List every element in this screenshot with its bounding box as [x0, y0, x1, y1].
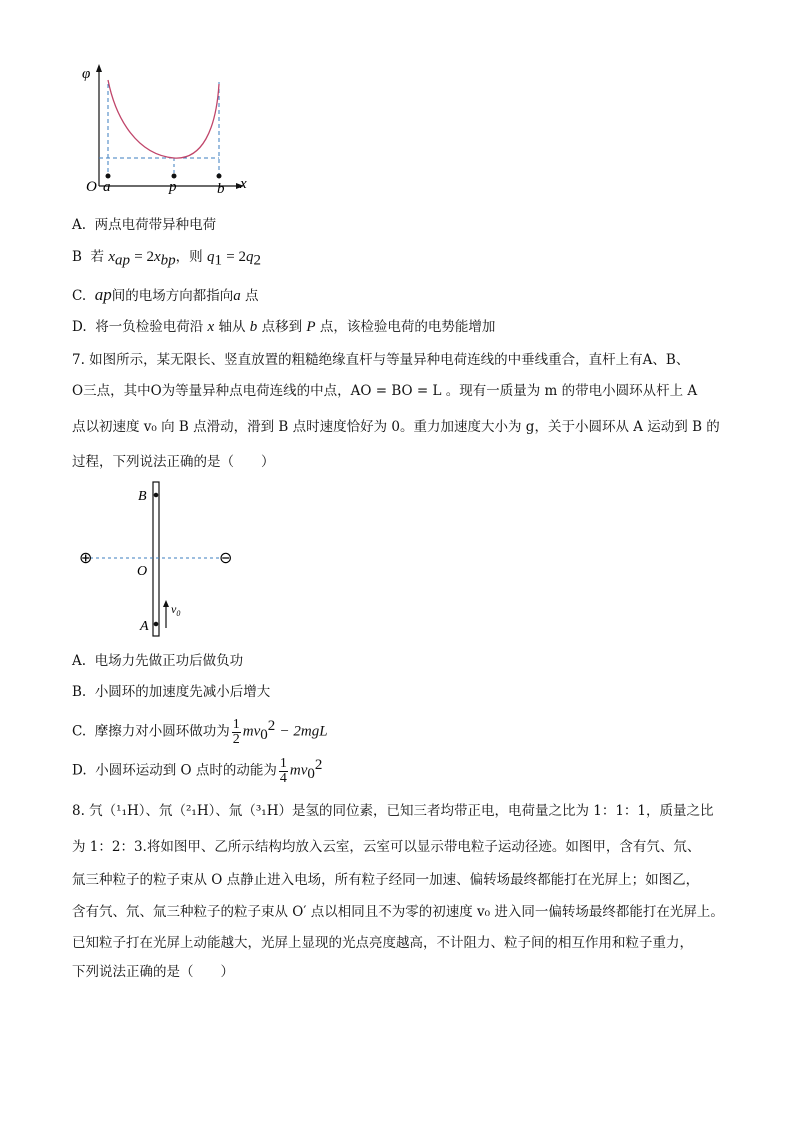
option-letter: D. — [72, 762, 87, 779]
q8-line2: 为 1：2：3.将如图甲、乙所示结构均放入云室，云室可以显示带电粒子运动径迹。如图甲，含有氕、氘、 — [72, 839, 701, 855]
q8-line3: 氚三种粒子的粒子束从 O 点静止进入电场，所有粒子经同一加速、偏转场最终都能打在光屏上；如图乙， — [72, 872, 700, 888]
velocity-arrowhead — [163, 600, 169, 607]
q8-line4: 含有氕、氘、氚三种粒子的粒子束从 O′ 点以相同且不为零的初速度 v₀ 进入同一偏转场最终都能打在光屏上。 — [72, 904, 724, 920]
rod — [153, 482, 159, 636]
label-o: O — [137, 564, 148, 579]
potential-curve — [108, 80, 219, 158]
label-a: A — [140, 619, 149, 634]
positive-charge-icon: ⊕ — [79, 550, 93, 567]
q8-line5: 已知粒子打在光屏上动能越大，光屏上显现的光点亮度越高，不计阻力、粒子间的相互作用和粒子重力， — [72, 935, 693, 951]
point-b-label: b — [217, 181, 225, 197]
q7-stem-line4: 过程，下列说法正确的是（ ） — [72, 454, 275, 470]
point-p-dot — [172, 174, 177, 179]
fraction: $\frac{1}{2}$ — [232, 716, 240, 747]
q7-option-b[interactable]: B. 小圆环的加速度先减小后增大 — [72, 684, 271, 700]
negative-charge-icon: ⊖ — [219, 550, 233, 567]
q7-option-a[interactable]: A. 电场力先做正功后做负功 — [72, 653, 244, 669]
q7-stem-line1: 7. 如图所示，某无限长、竖直放置的粗糙绝缘直杆与等量异种电荷连线的中垂线重合，直杆上有A、B、 — [72, 352, 690, 368]
y-axis-label: φ — [82, 66, 91, 82]
label-b: B — [138, 489, 147, 504]
q8-line1: 8. 氕（¹₁H）、氘（²₁H）、氚（³₁H）是氢的同位素，已知三者均带正电，电荷量之比为 1：1：1，质量之比 — [72, 803, 714, 819]
rod-figure — [76, 480, 246, 640]
q8-line6: 下列说法正确的是（ ） — [72, 964, 234, 980]
option-letter: D. — [72, 319, 87, 335]
point-a-dot — [106, 174, 111, 179]
option-text: 两点电荷带异种电荷 — [94, 217, 217, 233]
x-axis-label: x — [240, 176, 247, 192]
point-b-dot — [154, 493, 159, 498]
fraction: $\frac{1}{4}$ — [279, 755, 287, 786]
point-b-dot — [217, 174, 222, 179]
origin-label: O — [86, 179, 97, 195]
option-letter: A. — [72, 653, 87, 669]
potential-graph — [78, 60, 258, 200]
q7-option-d[interactable]: D. 小圆环运动到 O 点时的动能为 $\frac{1}{4}$ $mv_0^2$ — [72, 755, 323, 786]
q7-stem-line2: O三点，其中O为等量异种点电荷连线的中点，AO = BO = L 。现有一质量为 m 的带电小圆环从杆上 A — [72, 383, 698, 399]
q7-option-c[interactable]: C. 摩擦力对小圆环做功为 $\frac{1}{2}$ $mv_0^2 - 2mgL$ — [72, 716, 328, 747]
point-a-label: a — [103, 179, 111, 195]
q6-option-b[interactable]: B 若 $x_{ap} = 2x_{bp}$，则 $q_1 = 2q_2$ — [72, 249, 261, 269]
q6-option-a[interactable] — [72, 216, 216, 234]
q6-option-d[interactable]: D. 将一负检验电荷沿 x 轴从 b 点移到 P 点，该检验电荷的电势能增加 — [72, 319, 496, 335]
point-a-dot — [154, 622, 159, 627]
option-letter: B. — [72, 684, 87, 700]
option-letter: C. — [72, 288, 87, 304]
option-letter: A. — [72, 217, 87, 233]
label-v0: $v_0$ — [171, 602, 181, 618]
option-letter: C. — [72, 723, 87, 740]
q7-stem-line3: 点以初速度 v₀ 向 B 点滑动，滑到 B 点时速度恰好为 0。重力加速度大小为 g，关于小圆环从 A 运动到 B 的 — [72, 419, 720, 435]
option-letter: B — [72, 249, 82, 265]
y-axis-arrow — [96, 64, 102, 72]
q6-option-c[interactable]: C. ap间的电场方向都指向a 点 — [72, 285, 259, 304]
point-p-label: p — [169, 179, 177, 195]
